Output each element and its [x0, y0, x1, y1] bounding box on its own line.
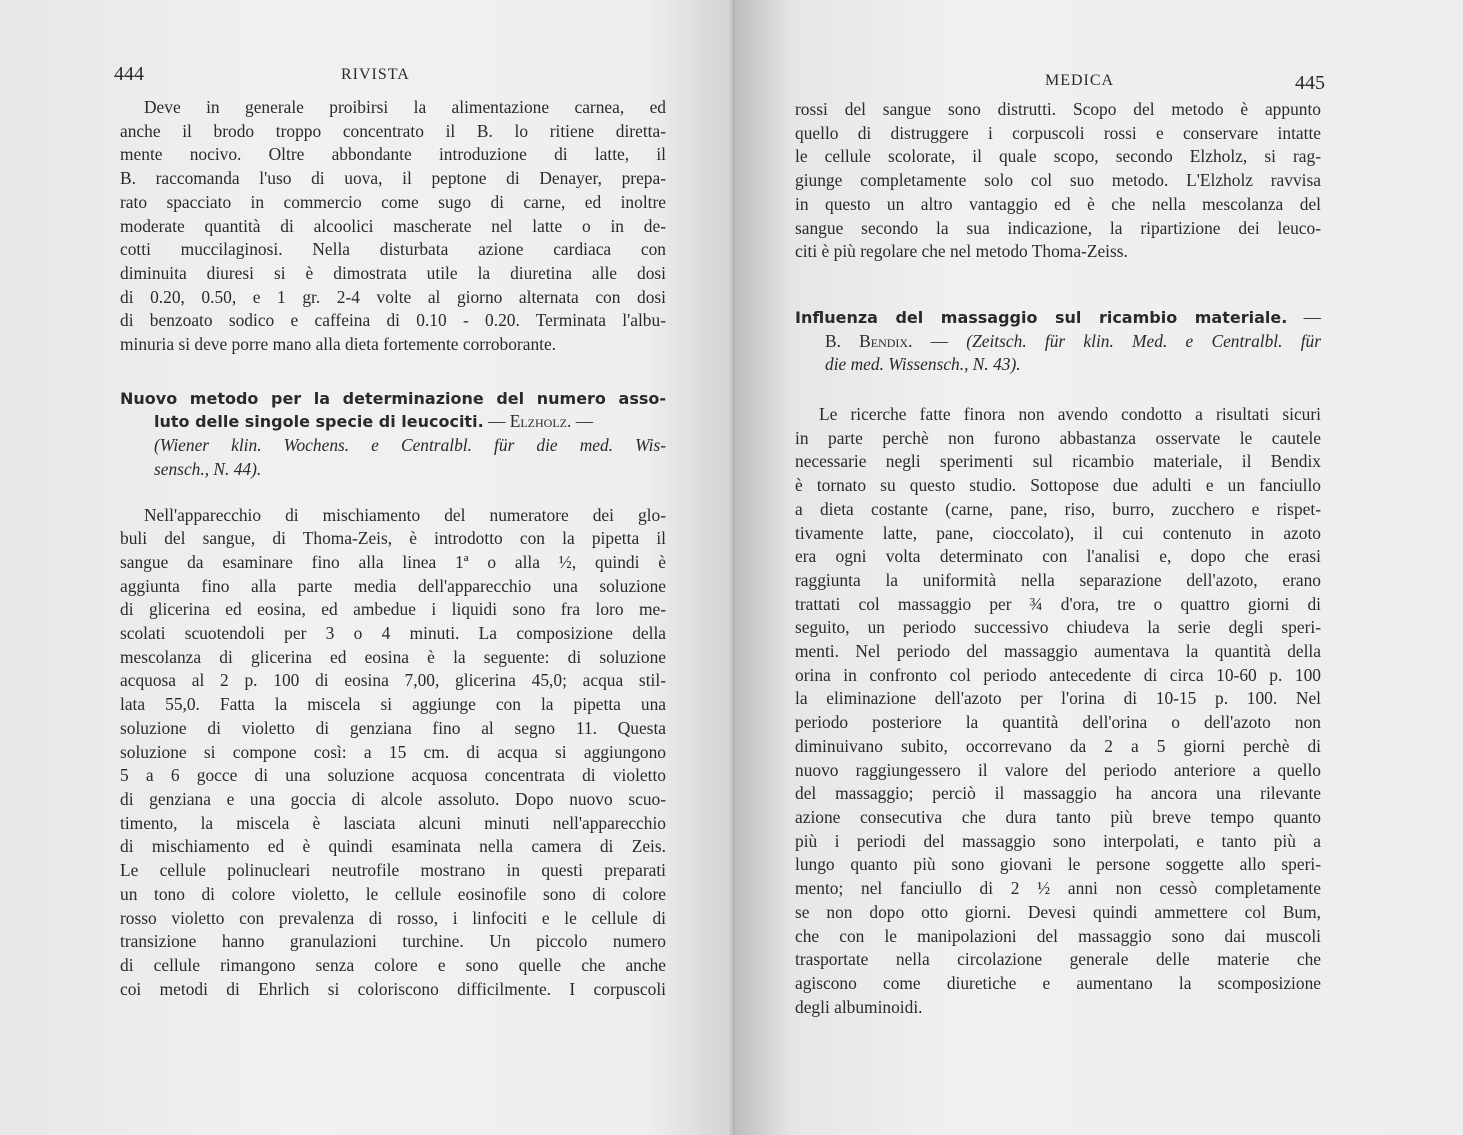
text-line: sangue secondo la sua indicazione, la ripartizione dei leuco- [795, 217, 1321, 238]
text-line: diminuivano subito, occorrevano da 2 a 5 giorni perchè di [795, 735, 1321, 756]
text-line: di cellule rimangono senza colore e sono quelle che anche [120, 954, 666, 975]
text-line: mescolanza di glicerina ed eosina è la seguente: di soluzione [120, 646, 666, 667]
text-line: anche il brodo troppo concentrato il B. lo ritiene diretta- [120, 120, 666, 141]
article-source: (Wiener klin. Wochens. e Centralbl. für die med. Wis- [154, 435, 666, 456]
left-text-column [120, 96, 666, 1001]
running-head: MEDICA [1045, 72, 1115, 89]
article-title-part: luto delle singole specie di leucociti. [154, 412, 484, 432]
right-page [735, 0, 1463, 1135]
text-line: diminuita diuresi si è dimostrata utile la diuretina alle dosi [120, 262, 666, 283]
article-byline [795, 330, 1321, 354]
text-line: di mischiamento ed è quindi esaminata nella camera di Zeis. [120, 836, 666, 857]
text-line: di benzoato sodico e caffeina di 0.10 - 0.20. Terminata l'albu- [120, 310, 666, 331]
text-line: agiscono come diuretiche e aumentano la scomposizione [795, 972, 1321, 993]
text-line: trasportate nella circolazione generale delle materie che [795, 949, 1321, 970]
separator: . — [908, 330, 967, 351]
text-line: di 0.20, 0.50, e 1 gr. 2-4 volte al giorno alternata con dosi [120, 286, 666, 307]
text-line: seguito, un periodo successivo chiudeva la serie degli speri- [795, 617, 1321, 638]
text-line: buli del sangue, di Thoma-Zeis, è introdotto con la pipetta il [120, 528, 666, 549]
article-title-line [795, 306, 1321, 330]
text-line: nuovo raggiungessero il valore del periodo anteriore a quello [795, 759, 1321, 780]
text-line: scolati scuotendoli per 3 o 4 minuti. La composizione della [120, 623, 666, 644]
text-line: più i periodi del massaggio sono interpolati, e tanto più a [795, 830, 1321, 851]
text-line: Deve in generale proibirsi la alimentazione carnea, ed [144, 97, 666, 117]
text-line: rossi del sangue sono distrutti. Scopo del metodo è appunto [795, 99, 1321, 119]
article-title: Influenza del massaggio sul ricambio materiale. [795, 307, 1288, 327]
text-line: azione consecutiva che dura tanto più breve tempo quanto [795, 806, 1321, 827]
text-line: lungo quanto più sono giovani le persone soggette allo speri- [795, 854, 1321, 875]
text-line: è tornato su questo studio. Sottopose due adulti e un fanciullo [795, 475, 1321, 496]
text-line: un tono di colore violetto, le cellule eosinofile sono di colore [120, 883, 666, 904]
article-source: (Zeitsch. für klin. Med. e Centralbl. für [966, 330, 1321, 351]
article-title-continued [120, 410, 666, 434]
text-line: soluzione si compone così: a 15 cm. di acqua si aggiungono [120, 741, 666, 762]
text-line: necessarie negli sperimenti sul ricambio materiale, il Bendix [795, 451, 1321, 472]
text-line: in parte perchè non furono abbastanza osservate le cautele [795, 427, 1321, 448]
text-line: moderate quantità di alcoolici mascherate nel latte o in de- [120, 215, 666, 236]
text-line: Nell'apparecchio di mischiamento del numeratore dei glo- [144, 504, 666, 525]
article-author: Elzholz [509, 411, 568, 432]
text-line: rato spacciato in commercio come sugo di carne, ed inoltre [120, 191, 666, 212]
text-line: acquosa al 2 p. 100 di eosina 7,00, glicerina 45,0; acqua stil- [120, 670, 666, 691]
text-line: era ogni volta determinato con l'analisi e, dopo che erasi [795, 546, 1321, 567]
text-line: la eliminazione dell'azoto per l'orina di 10-15 p. 100. Nel [795, 688, 1321, 709]
text-line: del massaggio; perciò il massaggio ha ancora una rilevante [795, 783, 1321, 804]
article-source: die med. Wissensch., N. 43). [825, 354, 1021, 375]
text-line: Le cellule polinucleari neutrofile mostrano in questi preparati [120, 860, 666, 881]
right-text-column [795, 98, 1321, 1019]
page-number: 445 [1295, 72, 1325, 94]
paragraph [120, 504, 666, 1002]
separator: . — [567, 411, 594, 432]
article-heading [795, 306, 1321, 377]
text-line: periodo posteriore la quantità dell'orina o dell'azoto non [795, 712, 1321, 733]
article-author: Bendix [859, 330, 909, 351]
text-line: cotti muccilaginosi. Nella disturbata azione cardiaca con [120, 239, 666, 260]
text-line: 5 a 6 gocce di una soluzione acquosa concentrata di violetto [120, 765, 666, 786]
article-source-part: sensch., N. 44). [154, 458, 262, 479]
text-line: rosso violetto con prevalenza di rosso, i linfociti e le cellule di [120, 907, 666, 928]
text-line: di glicerina ed eosina, ed ambedue i liquidi sono fra loro me- [120, 599, 666, 620]
text-line: trattati col massaggio per ¾ d'ora, tre o quattro giorni di [795, 593, 1321, 614]
text-line: mente nocivo. Oltre abbondante introduzione di latte, il [120, 144, 666, 165]
text-line: orina in confronto col periodo antecedente di circa 10-60 p. 100 [795, 664, 1321, 685]
text-line: sangue da esaminare fino alla linea 1ª o alla ½, quindi è [120, 551, 666, 572]
author-initial: B. [825, 330, 860, 351]
text-line: tivamente latte, pane, cioccolato), il cui contenuto in azoto [795, 522, 1321, 543]
running-head: RIVISTA [341, 66, 410, 83]
text-line: Le ricerche fatte finora non avendo condotto a risultati sicuri [819, 404, 1321, 425]
paragraph [795, 98, 1321, 264]
text-line: B. raccomanda l'uso di uova, il peptone di Denayer, prepa- [120, 168, 666, 189]
page-number: 444 [114, 63, 144, 85]
article-title: Nuovo metodo per la determinazione del numero asso- [120, 388, 666, 408]
separator: — [483, 411, 510, 432]
text-line: di genziana e una goccia di alcole assoluto. Dopo nuovo scuo- [120, 788, 666, 809]
text-line: degli albuminoidi. [795, 996, 923, 1017]
article-heading [120, 387, 666, 482]
text-line: coi metodi di Ehrlich si coloriscono difficilmente. I corpuscoli [120, 978, 666, 999]
text-line: in questo un altro vantaggio ed è che nella mescolanza del [795, 193, 1321, 214]
text-line: aggiunta fino alla parte media dell'apparecchio una soluzione [120, 575, 666, 596]
text-line: le cellule scolorate, il quale scopo, secondo Elzholz, si rag- [795, 146, 1321, 167]
text-line: transizione hanno granulazioni turchine. Un piccolo numero [120, 931, 666, 952]
text-line: citi è più regolare che nel metodo Thoma-Zeiss. [795, 241, 1128, 262]
text-line: se non dopo otto giorni. Devesi quindi ammettere col Bum, [795, 901, 1321, 922]
text-line: a dieta costante (carne, pane, riso, burro, zucchero e rispet- [795, 498, 1321, 519]
text-line: raggiunta la uniformità nella separazione dell'azoto, erano [795, 569, 1321, 590]
text-line: soluzione di violetto di genziana fino al segno 11. Questa [120, 717, 666, 738]
text-line: quello di distruggere i corpuscoli rossi e conservare intatte [795, 122, 1321, 143]
text-line: minuria si deve porre mano alla dieta fortemente corroborante. [120, 334, 557, 355]
separator: — [1287, 306, 1321, 327]
text-line: che con le manipolazioni del massaggio sono dai muscoli [795, 925, 1321, 946]
text-line: lata 55,0. Fatta la miscela si aggiunge con la pipetta una [120, 694, 666, 715]
text-line: giunge completamente solo col suo metodo. L'Elzholz ravvisa [795, 170, 1321, 191]
article-source [120, 458, 666, 482]
paragraph [120, 96, 666, 357]
text-line: mento; nel fanciullo di 2 ½ anni non cessò completamente [795, 878, 1321, 899]
text-line: timento, la miscela è lasciata alcuni minuti nell'apparecchio [120, 812, 666, 833]
text-line: menti. Nel periodo del massaggio aumentava la quantità della [795, 641, 1321, 662]
paragraph [795, 403, 1321, 1019]
